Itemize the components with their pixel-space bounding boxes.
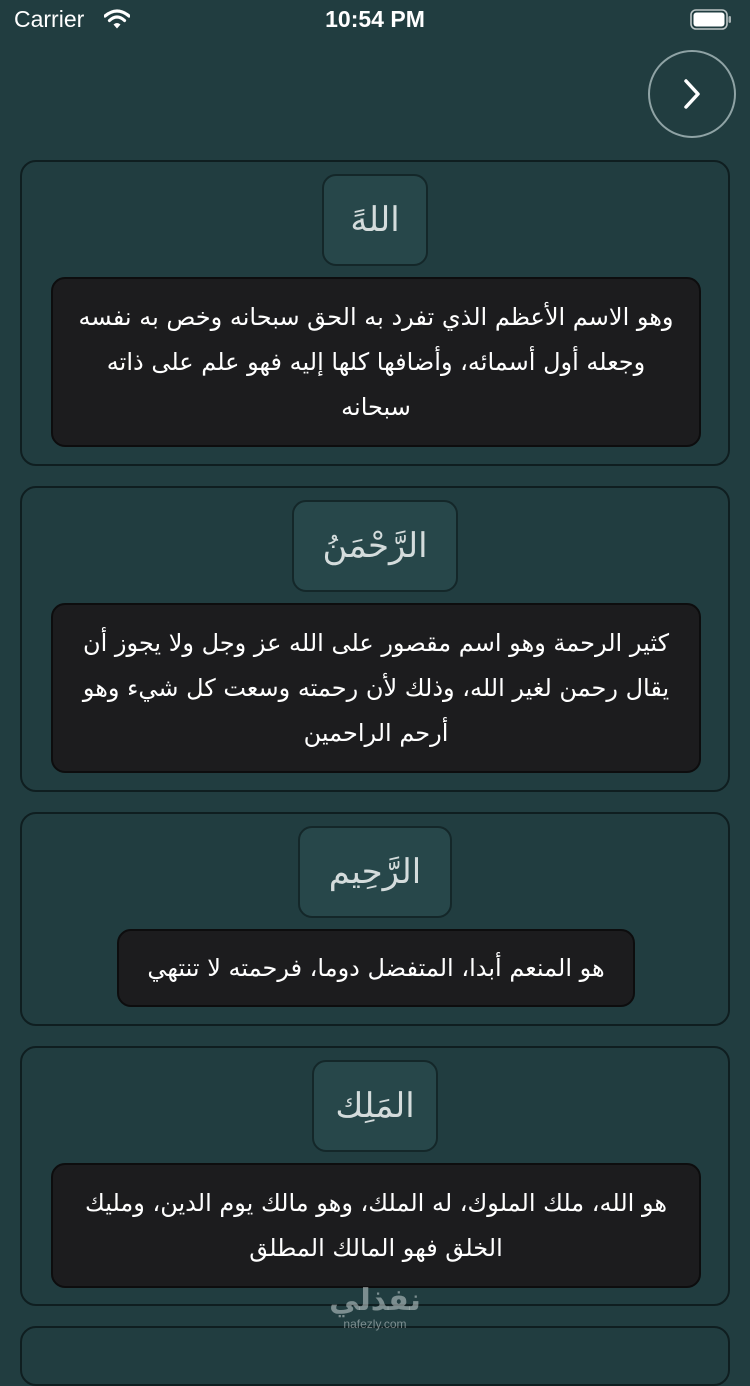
carrier-label: Carrier: [14, 6, 85, 32]
name-card: [20, 812, 730, 1026]
name-description: هو المنعم أبدا، المتفضل دوما، فرحمته لا تنتهي: [117, 929, 635, 1007]
status-time: 10:54 PM: [325, 6, 425, 32]
name-description: كثير الرحمة وهو اسم مقصور على الله عز وجل ولا يجوز أن يقال رحمن لغير الله، وذلك لأن رحمته وسعت كل شيء وهو أرحم الراحمين: [51, 603, 701, 773]
name-card: [20, 1326, 730, 1386]
watermark-logo-text: نفذلي: [329, 1283, 421, 1318]
name-card: [20, 486, 730, 792]
chevron-right-icon: [679, 76, 705, 112]
status-bar: [0, 0, 750, 40]
watermark-url: nafezly.com: [343, 1317, 407, 1331]
name-description: وهو الاسم الأعظم الذي تفرد به الحق سبحانه وخص به نفسه وجعله أول أسمائه، وأضافها كلها إليه فهو علم على ذاته سبحانه: [51, 277, 701, 447]
name-title: الرَّحِيم: [298, 826, 452, 918]
name-title: الرَّحْمَنُ: [292, 500, 458, 592]
watermark-logo: [300, 1284, 450, 1334]
name-card: [20, 1046, 730, 1306]
forward-button[interactable]: [648, 50, 736, 138]
battery-icon: [690, 9, 732, 30]
name-title: اللهً: [322, 174, 428, 266]
name-card: [20, 160, 730, 466]
name-title: المَلِك: [312, 1060, 438, 1152]
name-description: هو الله، ملك الملوك، له الملك، وهو مالك يوم الدين، ومليك الخلق فهو المالك المطلق: [51, 1163, 701, 1288]
